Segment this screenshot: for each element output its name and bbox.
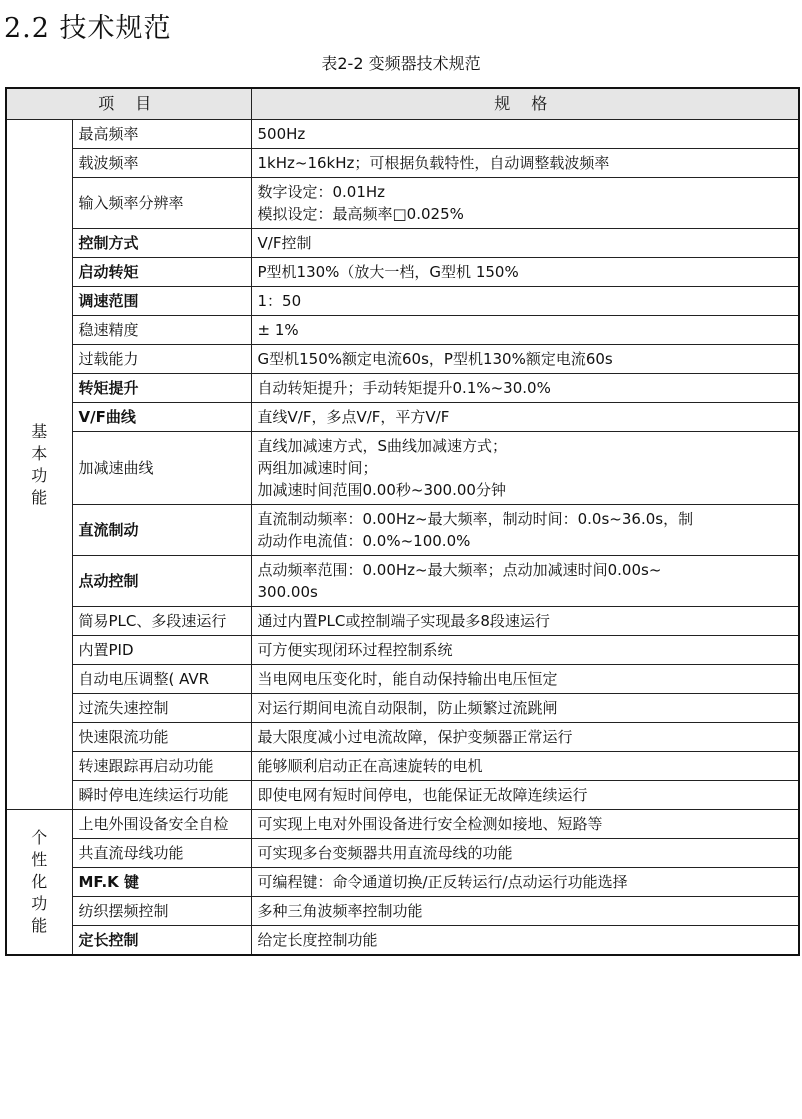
table-row	[6, 374, 799, 403]
spec-line: 可方便实现闭环过程控制系统	[257, 641, 453, 659]
item-name: MF.K 键	[72, 868, 251, 897]
spec-value	[251, 810, 799, 839]
item-name: 稳速精度	[72, 316, 251, 345]
spec-value	[251, 636, 799, 665]
item-name: V/F曲线	[72, 403, 251, 432]
spec-line: 数字设定：0.01Hz	[257, 183, 386, 201]
spec-value	[251, 178, 799, 229]
spec-line: 1kHz~16kHz；可根据负载特性，自动调整载波频率	[257, 154, 610, 172]
spec-line: G型机150%额定电流60s，P型机130%额定电流60s	[257, 350, 613, 368]
item-name: 最高频率	[72, 120, 251, 149]
spec-value	[251, 316, 799, 345]
table-body	[6, 120, 799, 956]
spec-line: 300.00s	[257, 583, 318, 601]
spec-line: 通过内置PLC或控制端子实现最多8段速运行	[257, 612, 550, 630]
item-name: 自动电压调整( AVR	[72, 665, 251, 694]
spec-line: 直流制动频率：0.00Hz~最大频率，制动时间：0.0s~36.0s，制	[257, 510, 694, 528]
table-row	[6, 120, 799, 149]
spec-value	[251, 556, 799, 607]
spec-value	[251, 403, 799, 432]
spec-line: 加减速时间范围0.00秒~300.00分钟	[257, 481, 506, 499]
spec-line: 500Hz	[257, 125, 306, 143]
spec-value	[251, 287, 799, 316]
spec-line: 当电网电压变化时，能自动保持输出电压恒定	[257, 670, 558, 688]
table-row	[6, 258, 799, 287]
spec-value	[251, 781, 799, 810]
spec-line: 可实现多台变频器共用直流母线的功能	[257, 844, 513, 862]
spec-value	[251, 868, 799, 897]
spec-line: 自动转矩提升；手动转矩提升0.1%~30.0%	[257, 379, 551, 397]
spec-value	[251, 345, 799, 374]
section-heading: 2.2 技术规范	[4, 13, 172, 44]
table-row	[6, 752, 799, 781]
group-label-char: 能	[31, 487, 48, 507]
table-row	[6, 839, 799, 868]
item-name: 点动控制	[72, 556, 251, 607]
table-row	[6, 926, 799, 956]
spec-line: P型机130%（放大一档，G型机 150%	[257, 263, 519, 281]
table-row	[6, 556, 799, 607]
table-row	[6, 178, 799, 229]
spec-value	[251, 723, 799, 752]
spec-line: 两组加减速时间；	[257, 459, 378, 477]
spec-line: 直线V/F，多点V/F，平方V/F	[257, 408, 450, 426]
spec-value	[251, 752, 799, 781]
spec-value	[251, 505, 799, 556]
spec-line: 可实现上电对外围设备进行安全检测如接地、短路等	[257, 815, 603, 833]
group-label-char: 化	[31, 872, 48, 891]
spec-value	[251, 897, 799, 926]
table-row	[6, 781, 799, 810]
table-row	[6, 149, 799, 178]
item-name: 加减速曲线	[72, 432, 251, 505]
spec-table	[5, 87, 800, 956]
spec-line: 对运行期间电流自动限制，防止频繁过流跳闸	[257, 699, 558, 717]
item-name: 转速跟踪再启动功能	[72, 752, 251, 781]
table-row	[6, 694, 799, 723]
group-label-char: 功	[31, 465, 48, 485]
group-basic-functions	[6, 120, 72, 810]
item-name: 上电外围设备安全自检	[72, 810, 251, 839]
spec-value	[251, 149, 799, 178]
spec-line: 直线加减速方式，S曲线加减速方式；	[257, 437, 508, 455]
spec-line: 即使电网有短时间停电，也能保证无故障连续运行	[257, 786, 588, 804]
spec-value	[251, 926, 799, 956]
header-item: 项 目	[6, 88, 251, 120]
header-spec: 规 格	[251, 88, 799, 120]
spec-line: 给定长度控制功能	[257, 931, 378, 949]
table-row	[6, 403, 799, 432]
spec-line: 点动频率范围：0.00Hz~最大频率；点动加减速时间0.00s~	[257, 561, 662, 579]
table-row	[6, 345, 799, 374]
spec-line: 能够顺利启动正在高速旋转的电机	[257, 757, 483, 775]
item-name: 定长控制	[72, 926, 251, 956]
item-name: 内置PID	[72, 636, 251, 665]
spec-line: 动动作电流值：0.0%~100.0%	[257, 532, 471, 550]
table-row	[6, 607, 799, 636]
spec-value	[251, 374, 799, 403]
table-row	[6, 810, 799, 839]
table-caption: 表2-2 变频器技术规范	[321, 54, 481, 73]
spec-line: 多种三角波频率控制功能	[257, 902, 423, 920]
spec-value	[251, 839, 799, 868]
group-label-char: 功	[31, 894, 48, 913]
table-row	[6, 505, 799, 556]
item-name: 共直流母线功能	[72, 839, 251, 868]
table-row	[6, 723, 799, 752]
item-name: 输入频率分辨率	[72, 178, 251, 229]
table-row	[6, 432, 799, 505]
table-header-row	[6, 88, 799, 120]
item-name: 瞬时停电连续运行功能	[72, 781, 251, 810]
item-name: 载波频率	[72, 149, 251, 178]
spec-line: 模拟设定：最高频率□0.025%	[257, 205, 464, 223]
table-row	[6, 229, 799, 258]
group-label-char: 能	[31, 916, 48, 935]
spec-line: V/F控制	[257, 234, 312, 252]
table-row	[6, 316, 799, 345]
spec-value	[251, 229, 799, 258]
item-name: 简易PLC、多段速运行	[72, 607, 251, 636]
group-label-char: 本	[31, 443, 48, 463]
group-label-char: 性	[31, 850, 48, 869]
item-name: 快速限流功能	[72, 723, 251, 752]
spec-value	[251, 694, 799, 723]
spec-line: 最大限度减小过电流故障，保护变频器正常运行	[257, 728, 573, 746]
table-row	[6, 636, 799, 665]
spec-line: 可编程键：命令通道切换/正反转运行/点动运行功能选择	[257, 873, 628, 891]
spec-line: ± 1%	[257, 321, 299, 339]
spec-value	[251, 665, 799, 694]
item-name: 启动转矩	[72, 258, 251, 287]
group-custom-functions	[6, 810, 72, 956]
item-name: 控制方式	[72, 229, 251, 258]
table-row	[6, 868, 799, 897]
item-name: 纺织摆频控制	[72, 897, 251, 926]
table-row	[6, 897, 799, 926]
spec-value	[251, 432, 799, 505]
item-name: 过流失速控制	[72, 694, 251, 723]
spec-value	[251, 258, 799, 287]
item-name: 过载能力	[72, 345, 251, 374]
item-name: 转矩提升	[72, 374, 251, 403]
spec-line: 1：50	[257, 292, 302, 310]
group-label-char: 基	[31, 421, 48, 441]
spec-value	[251, 120, 799, 149]
table-row	[6, 287, 799, 316]
item-name: 调速范围	[72, 287, 251, 316]
spec-value	[251, 607, 799, 636]
group-label-char: 个	[31, 828, 48, 847]
item-name: 直流制动	[72, 505, 251, 556]
table-row	[6, 665, 799, 694]
